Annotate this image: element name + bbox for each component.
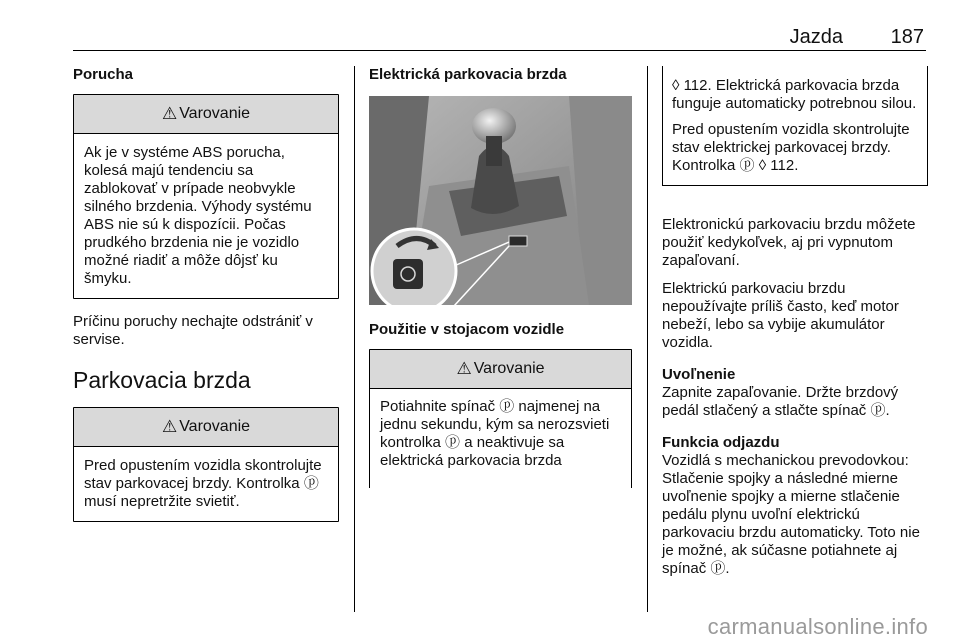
warning-triangle-icon: ⚠: [456, 359, 472, 378]
section-heading: Porucha: [73, 66, 134, 83]
column-divider: [647, 66, 648, 612]
page-header: [73, 0, 926, 51]
warning-text: Potiahnite spínač ⓟ najmenej na jednu sekundu, kým sa nerozsvieti kontrolka ⓟ a neaktivuje sa elektrická parkovacia brzda: [380, 398, 610, 469]
watermark: carmanualsonline.info: [707, 614, 928, 639]
warning-title: Varovanie: [473, 360, 545, 377]
warning-header: [74, 408, 338, 447]
section-title: Jazda: [789, 26, 843, 48]
column-right: [662, 60, 928, 588]
warning-title: Varovanie: [179, 418, 251, 435]
warning-triangle-icon: ⚠: [161, 104, 178, 123]
paragraph: Elektronickú parkovaciu brzdu môžete použiť kedykoľvek, aj pri vypnutom zapaľovaní.: [662, 216, 916, 269]
warning-triangle-icon: ⚠: [161, 417, 178, 436]
paragraph: Zapnite zapaľovanie. Držte brzdový pedál stlačený a stlačte spínač ⓟ.: [662, 384, 899, 419]
paragraph: Vozidlá s mechanickou prevodovkou: Stlačenie spojky a následné mierne uvoľnenie spojky a mierne stlačenie pedálu plynu uvoľní elektrickú parkovaciu brzdu automaticky. Toto nie je možné, ak súčasne potiahnete aj spínač ⓟ.: [662, 452, 920, 577]
warning-body: [74, 134, 338, 298]
column-middle: [369, 60, 632, 502]
console-illustration-icon: [369, 96, 632, 305]
warning-text: Ak je v systéme ABS porucha, kolesá majú tendenciu sa zablokovať v prípade neobvykle silného brzdenia. Výhody systému ABS nie sú k dispozícii. Počas prudkého brzdenia nie je vozidlo možné riadiť a môže dôjsť ku šmyku.: [84, 144, 312, 287]
warning-body: [74, 447, 338, 521]
column-left: [73, 60, 339, 536]
subheading: Uvoľnenie: [662, 366, 736, 383]
warning-text: Pred opustením vozidla skontrolujte stav parkovacej brzdy. Kontrolka ⓟ musí nepretržite svietiť.: [84, 457, 322, 510]
chapter-heading: Parkovacia brzda: [73, 367, 251, 393]
page-number: 187: [890, 26, 924, 48]
warning-body: [369, 388, 632, 488]
subheading: Použitie v stojacom vozidle: [369, 321, 565, 338]
column-divider: [354, 66, 355, 612]
warning-text: ◊ 112. Elektrická parkovacia brzda funguje automaticky potrebnou silou.: [672, 77, 917, 112]
paragraph: Elektrickú parkovaciu brzdu nepoužívajte príliš často, keď motor nebeží, lebo sa vybije akumulátor vozidla.: [662, 280, 899, 351]
warning-box: [73, 407, 339, 522]
warning-title: Varovanie: [179, 105, 251, 122]
section-heading: Elektrická parkovacia brzda: [369, 66, 567, 83]
subheading: Funkcia odjazdu: [662, 434, 780, 451]
warning-header: [74, 95, 338, 134]
warning-box: [73, 94, 339, 299]
warning-continuation-box: [662, 66, 928, 186]
paragraph: Príčinu poruchy nechajte odstrániť v servise.: [73, 313, 313, 348]
warning-text: Pred opustením vozidla skontrolujte stav elektrickej parkovacej brzdy. Kontrolka ⓟ ◊ 112.: [672, 121, 910, 174]
warning-header: [370, 350, 631, 389]
warning-box: [369, 349, 632, 488]
parking-brake-photo: [369, 96, 632, 305]
